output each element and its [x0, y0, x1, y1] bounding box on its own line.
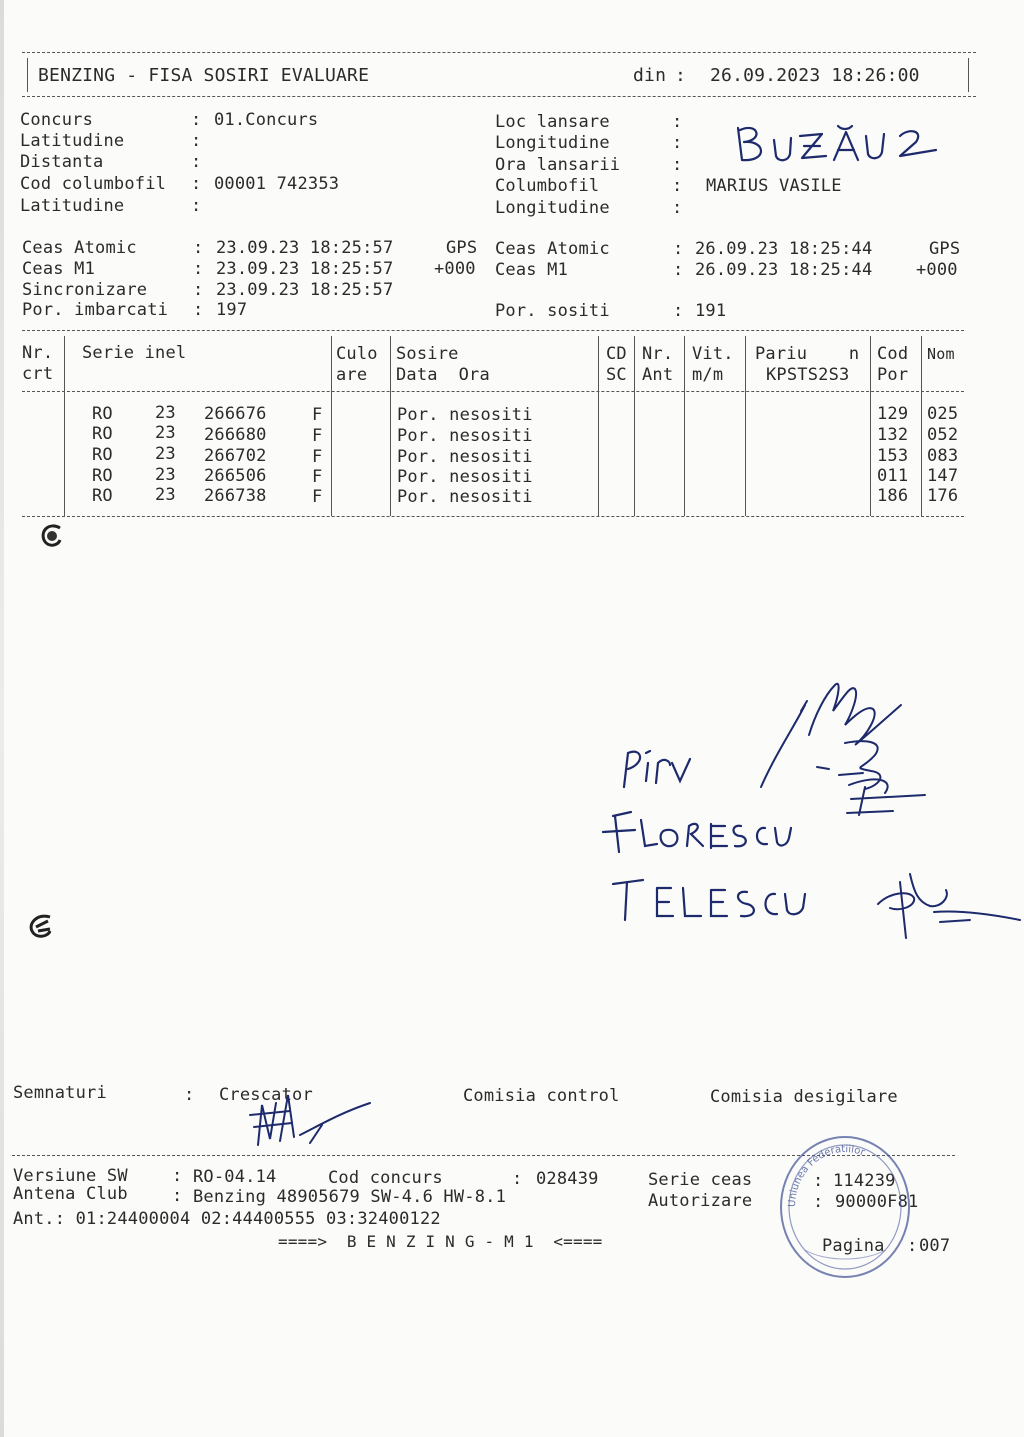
info-colon: : [672, 176, 683, 196]
header-right-border [968, 58, 969, 92]
col-header-nr-ant: Nr. [642, 344, 674, 364]
cell-status: Por. nesositi [397, 467, 533, 487]
cell-cod: 132 [877, 425, 909, 445]
cell-year: 23 [155, 444, 176, 464]
footer-antena-value: Benzing 48905679 SW-4.6 HW-8.1 [193, 1187, 507, 1207]
cell-nom: 025 [927, 404, 959, 424]
footer-brand: ====> B E N Z I N G - M 1 <==== [278, 1232, 603, 1251]
signature-comisia-control-label: Comisia control [463, 1086, 620, 1106]
report-date-colon: : [675, 65, 687, 86]
cell-cod: 186 [877, 486, 909, 506]
cell-status: Por. nesositi [397, 405, 533, 425]
info-colon: : [672, 198, 683, 218]
clock-colon: : [673, 260, 684, 280]
info-colon: : [672, 112, 683, 132]
col-header-ant: Ant [642, 365, 674, 385]
info-value-columbofil: MARIUS VASILE [706, 176, 842, 196]
signatures-colon: : [184, 1085, 195, 1105]
clock-colon: : [193, 259, 204, 279]
clock-suffix: GPS [929, 239, 961, 259]
table-col-divider [634, 336, 635, 516]
cell-nom: 083 [927, 446, 959, 466]
cell-country: RO [92, 486, 113, 506]
info-label: Longitudine [495, 133, 610, 153]
clock-label: Ceas Atomic [22, 238, 137, 258]
official-stamp-icon [775, 1132, 918, 1286]
footer-colon: : [172, 1166, 183, 1186]
clock-value: 197 [216, 300, 248, 320]
clock-label: Por. sositi [495, 301, 610, 321]
cell-nom: 147 [927, 466, 959, 486]
table-top-rule [22, 330, 964, 331]
signature-pirv [755, 675, 935, 849]
clock-label: Sincronizare [22, 280, 148, 300]
clock-value: 23.09.23 18:25:57 [216, 238, 394, 258]
table-col-divider [598, 336, 599, 516]
signature-crescator-label: Crescator [219, 1085, 313, 1105]
footer-pagina-label: Pagina [822, 1236, 885, 1256]
handwritten-name-pirv [620, 745, 700, 799]
col-header-pariu: Pariu n [755, 344, 860, 364]
cell-country: RO [92, 424, 113, 444]
cell-cod: 129 [877, 404, 909, 424]
report-date: 26.09.2023 18:26:00 [710, 65, 920, 86]
table-col-divider [921, 336, 922, 516]
cell-status: Por. nesositi [397, 487, 533, 507]
stamp-text: Uniunea Federatiilor [786, 1143, 867, 1208]
cell-ring: 266738 [204, 486, 267, 506]
table-col-divider [870, 336, 871, 516]
table-bottom-rule [22, 516, 964, 517]
report-date-label: din [633, 65, 667, 86]
info-value-concurs: 01.Concurs [214, 110, 319, 130]
col-header-culoare: Culo [336, 344, 378, 364]
report-title: BENZING - FISA SOSIRI EVALUARE [38, 65, 370, 86]
clock-colon: : [193, 238, 204, 258]
signature-crescator [240, 1085, 380, 1159]
footer-autorizare-label: Autorizare [648, 1191, 753, 1211]
handwritten-location [730, 118, 950, 182]
col-header-crt: crt [22, 364, 54, 384]
cell-ring: 266702 [204, 446, 267, 466]
info-label: Columbofil [495, 176, 600, 196]
info-label: Distanta [20, 152, 104, 172]
cell-year: 23 [155, 485, 176, 505]
info-colon: : [191, 174, 202, 194]
info-label: Cod columbofil [20, 174, 167, 194]
table-col-divider [64, 336, 65, 516]
info-colon: : [672, 133, 683, 153]
cell-year: 23 [155, 403, 176, 423]
cell-sex: F [312, 467, 323, 487]
signature-comisia-desigilare-label: Comisia desigilare [710, 1087, 898, 1107]
paper-edge-shadow [0, 0, 4, 1437]
info-colon: : [191, 110, 202, 130]
handwritten-name-telescu [607, 872, 827, 932]
cell-year: 23 [155, 465, 176, 485]
col-header-por: Por [877, 365, 909, 385]
footer-cod-concurs-label: Cod concurs [328, 1168, 443, 1188]
info-colon: : [191, 152, 202, 172]
col-header-cod: Cod [877, 344, 909, 364]
clock-colon: : [193, 280, 204, 300]
header-left-border [27, 58, 28, 92]
footer-pagina-value: 007 [919, 1236, 951, 1256]
cell-country: RO [92, 466, 113, 486]
info-label: Concurs [20, 110, 94, 130]
footer-versiune-value: RO-04.14 [193, 1167, 277, 1187]
cell-year: 23 [155, 423, 176, 443]
col-header-nr: Nr. [22, 343, 54, 363]
clock-suffix: +000 [916, 260, 958, 280]
cell-nom: 176 [927, 486, 959, 506]
header-bottom-rule [22, 96, 976, 97]
footer-colon: : [512, 1169, 523, 1189]
footer-colon: : [813, 1171, 824, 1191]
info-colon: : [672, 155, 683, 175]
table-col-divider [390, 336, 391, 516]
col-header-cd: CD [606, 344, 627, 364]
info-value-cod-columbofil: 00001 742353 [214, 174, 340, 194]
clock-label: Por. imbarcati [22, 300, 169, 320]
footer-antena-label: Antena Club [13, 1184, 128, 1204]
cell-sex: F [312, 447, 323, 467]
table-col-divider [331, 336, 332, 516]
info-label: Latitudine [20, 196, 125, 216]
cell-cod: 153 [877, 446, 909, 466]
col-header-kpsts: KPSTS2S3 [766, 365, 850, 385]
footer-colon: : [172, 1186, 183, 1206]
clock-value: 23.09.23 18:25:57 [216, 259, 394, 279]
punch-hole-mark-icon [28, 913, 54, 943]
clock-value: 191 [695, 301, 727, 321]
cell-cod: 011 [877, 466, 909, 486]
info-label: Loc lansare [495, 112, 610, 132]
clock-label: Ceas Atomic [495, 239, 610, 259]
cell-ring: 266680 [204, 425, 267, 445]
col-header-culoare-2: are [336, 365, 368, 385]
col-header-sc: SC [606, 365, 627, 385]
cell-ring: 266676 [204, 404, 267, 424]
clock-value: 26.09.23 18:25:44 [695, 260, 873, 280]
footer-serie-ceas-label: Serie ceas [648, 1170, 753, 1190]
footer-colon: : [813, 1192, 824, 1212]
col-header-data-ora: Data Ora [396, 365, 490, 385]
footer-serie-ceas-value: 114239 [833, 1171, 896, 1191]
cell-status: Por. nesositi [397, 426, 533, 446]
clock-label: Ceas M1 [495, 260, 569, 280]
header-top-rule [22, 52, 976, 53]
cell-ring: 266506 [204, 466, 267, 486]
clock-colon: : [193, 300, 204, 320]
col-header-nom: Nom [927, 345, 955, 363]
footer-autorizare-value: 90000F81 [835, 1192, 919, 1212]
clock-colon: : [673, 239, 684, 259]
clock-colon: : [673, 301, 684, 321]
cell-status: Por. nesositi [397, 447, 533, 467]
col-header-serie: Serie inel [82, 343, 187, 363]
info-label: Ora lansarii [495, 155, 621, 175]
info-label: Longitudine [495, 198, 610, 218]
col-header-vit: Vit. [692, 344, 734, 364]
punch-hole-mark-icon [40, 522, 64, 552]
table-col-divider [745, 336, 746, 516]
info-colon: : [191, 131, 202, 151]
signature-telescu [870, 862, 1024, 946]
clock-value: 26.09.23 18:25:44 [695, 239, 873, 259]
info-label: Latitudine [20, 131, 125, 151]
clock-suffix: +000 [434, 259, 476, 279]
cell-country: RO [92, 445, 113, 465]
svg-text:Uniunea Federatiilor [787, 1144, 867, 1207]
clock-label: Ceas M1 [22, 259, 96, 279]
cell-sex: F [312, 405, 323, 425]
signatures-label: Semnaturi [13, 1083, 107, 1103]
clock-suffix: GPS [446, 238, 478, 258]
footer-cod-concurs-value: 028439 [536, 1169, 599, 1189]
table-col-divider [684, 336, 685, 516]
clock-value: 23.09.23 18:25:57 [216, 280, 394, 300]
col-header-sosire: Sosire [396, 344, 459, 364]
info-colon: : [191, 196, 202, 216]
footer-versiune-label: Versiune SW [13, 1166, 128, 1186]
cell-country: RO [92, 404, 113, 424]
cell-sex: F [312, 426, 323, 446]
cell-sex: F [312, 487, 323, 507]
footer-antennas: Ant.: 01:24400004 02:44400555 03:32400122 [13, 1209, 441, 1229]
table-header-rule [22, 391, 964, 392]
cell-nom: 052 [927, 425, 959, 445]
col-header-mm: m/m [692, 365, 724, 385]
footer-pagina-colon: : [907, 1236, 918, 1256]
